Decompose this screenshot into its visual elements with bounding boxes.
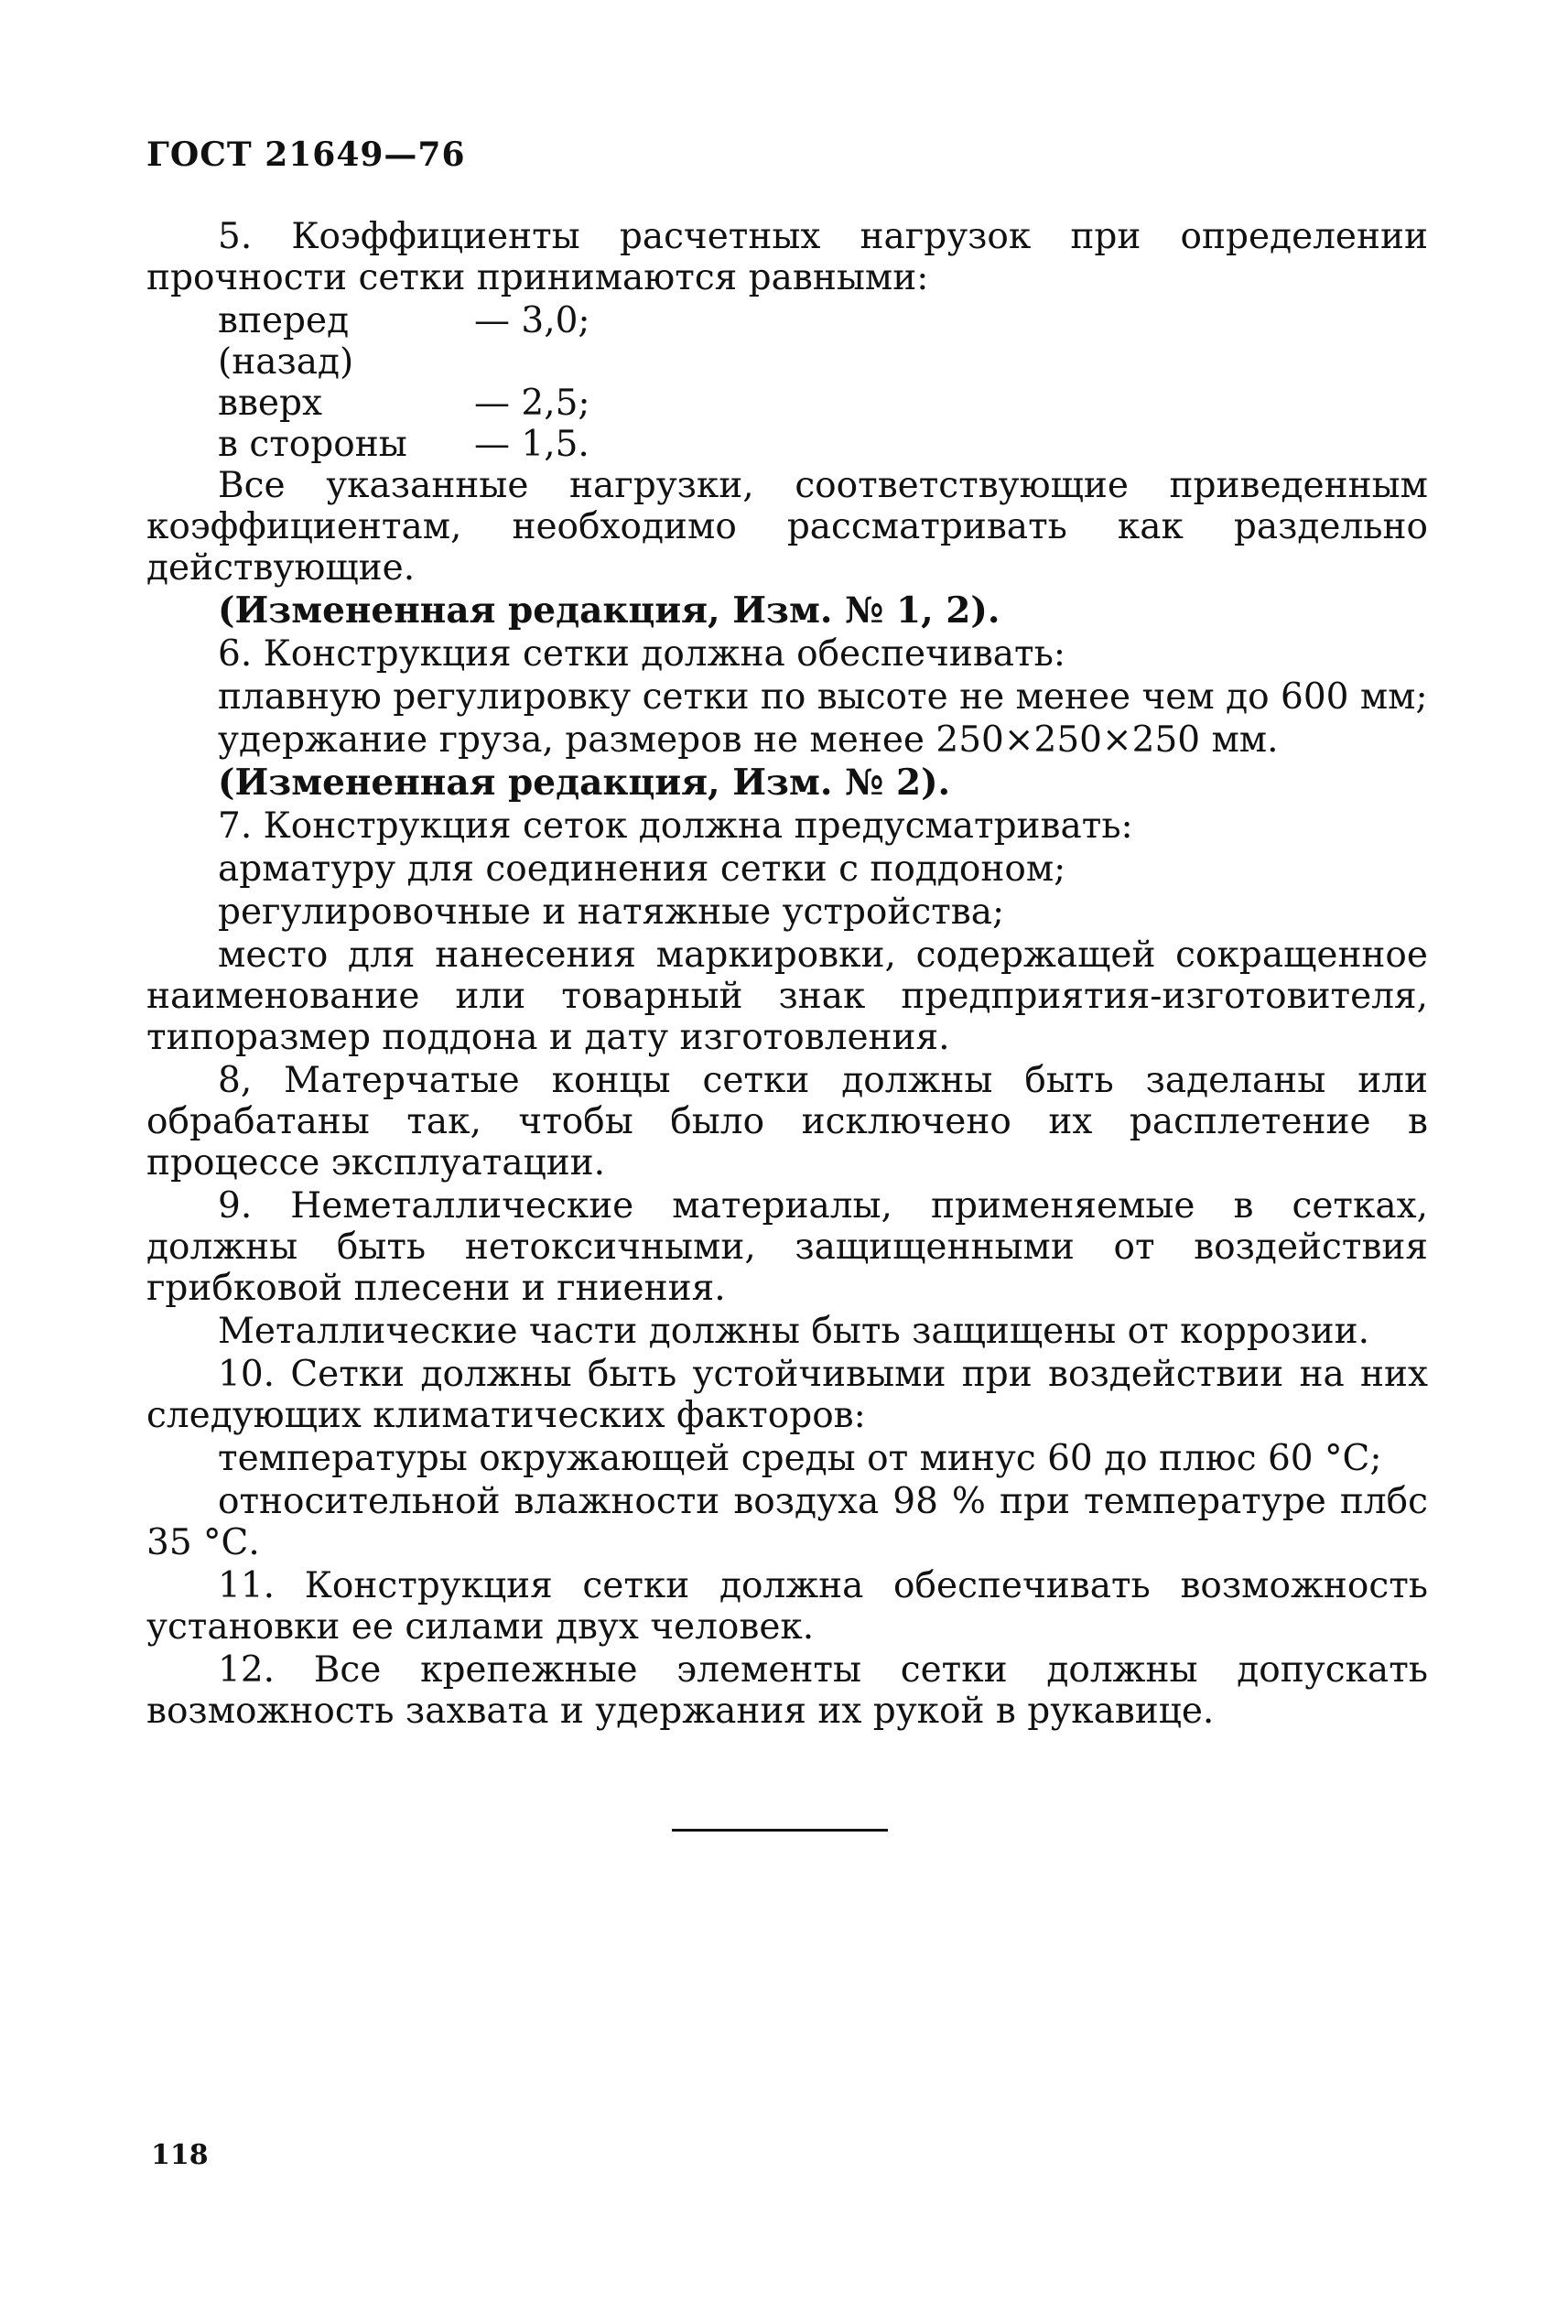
revision-note: (Измененная редакция, Изм. № 2).: [218, 762, 951, 804]
end-rule: [672, 1829, 888, 1832]
paragraph-10: 10. Сетки должны быть устойчивыми при воздействии на них следующих климатических факторов:: [146, 1354, 1428, 1436]
page-number: 118: [151, 2139, 209, 2171]
paragraph-6a: плавную регулировку сетки по высоте не менее чем до 600 мм;: [218, 676, 1428, 718]
paragraph-12: 12. Все крепежные элементы сетки должны допускать возможность захвата и удержания их рукой в рукавице.: [146, 1649, 1428, 1732]
document-header: ГОСТ 21649—76: [146, 135, 466, 174]
coef-value: — 2,5;: [474, 383, 590, 424]
paragraph-5b: Все указанные нагрузки, соответствующие приведенным коэффициентам, необходимо рассматривать как раздельно действующие.: [146, 465, 1428, 589]
paragraph-9: 9. Неметаллические материалы, применяемые в сетках, должны быть нетоксичными, защищенными от воздействия грибковой плесени и гниения.: [146, 1185, 1428, 1309]
paragraph-7: 7. Конструкция сеток должна предусматривать:: [218, 805, 1133, 847]
coef-row: [146, 300, 1428, 383]
paragraph-10a: температуры окружающей среды от минус 60 до плюс 60 °С;: [218, 1438, 1382, 1479]
coef-value: — 3,0;: [474, 300, 590, 341]
paragraph-6: 6. Конструкция сетки должна обеспечивать:: [218, 633, 1065, 675]
paragraph-6b: удержание груза, размеров не менее 250×250×250 мм.: [218, 719, 1279, 761]
document-body: [146, 216, 1428, 1734]
revision-note: (Измененная редакция, Изм. № 1, 2).: [218, 589, 1000, 632]
paragraph-9b: Металлические части должны быть защищены от коррозии.: [218, 1311, 1369, 1352]
paragraph-7b: регулировочные и натяжные устройства;: [218, 892, 1005, 933]
coef-row: [146, 383, 1428, 424]
coef-label: в стороны: [218, 424, 407, 465]
coef-label: вверх: [218, 383, 322, 424]
coef-label: вперед (назад): [218, 300, 354, 383]
coef-row: [146, 424, 1428, 465]
coef-value: — 1,5.: [474, 424, 589, 465]
paragraph-7c: место для нанесения маркировки, содержащей сокращенное наименование или товарный знак предприятия-изготовителя, типоразмер поддона и дату изготовления.: [146, 935, 1428, 1058]
paragraph-8: 8, Матерчатые концы сетки должны быть заделаны или обрабатаны так, чтобы было исключено их расплетение в процессе эксплуатации.: [146, 1060, 1428, 1184]
paragraph-10b: относительной влажности воздуха 98 % при температуре плбс 35 °С.: [146, 1481, 1428, 1563]
paragraph-11: 11. Конструкция сетки должна обеспечивать возможность установки ее силами двух человек.: [146, 1565, 1428, 1648]
paragraph-7a: арматуру для соединения сетки с поддоном;: [218, 849, 1066, 890]
paragraph-5: 5. Коэффициенты расчетных нагрузок при определении прочности сетки принимаются равными:: [146, 216, 1428, 298]
